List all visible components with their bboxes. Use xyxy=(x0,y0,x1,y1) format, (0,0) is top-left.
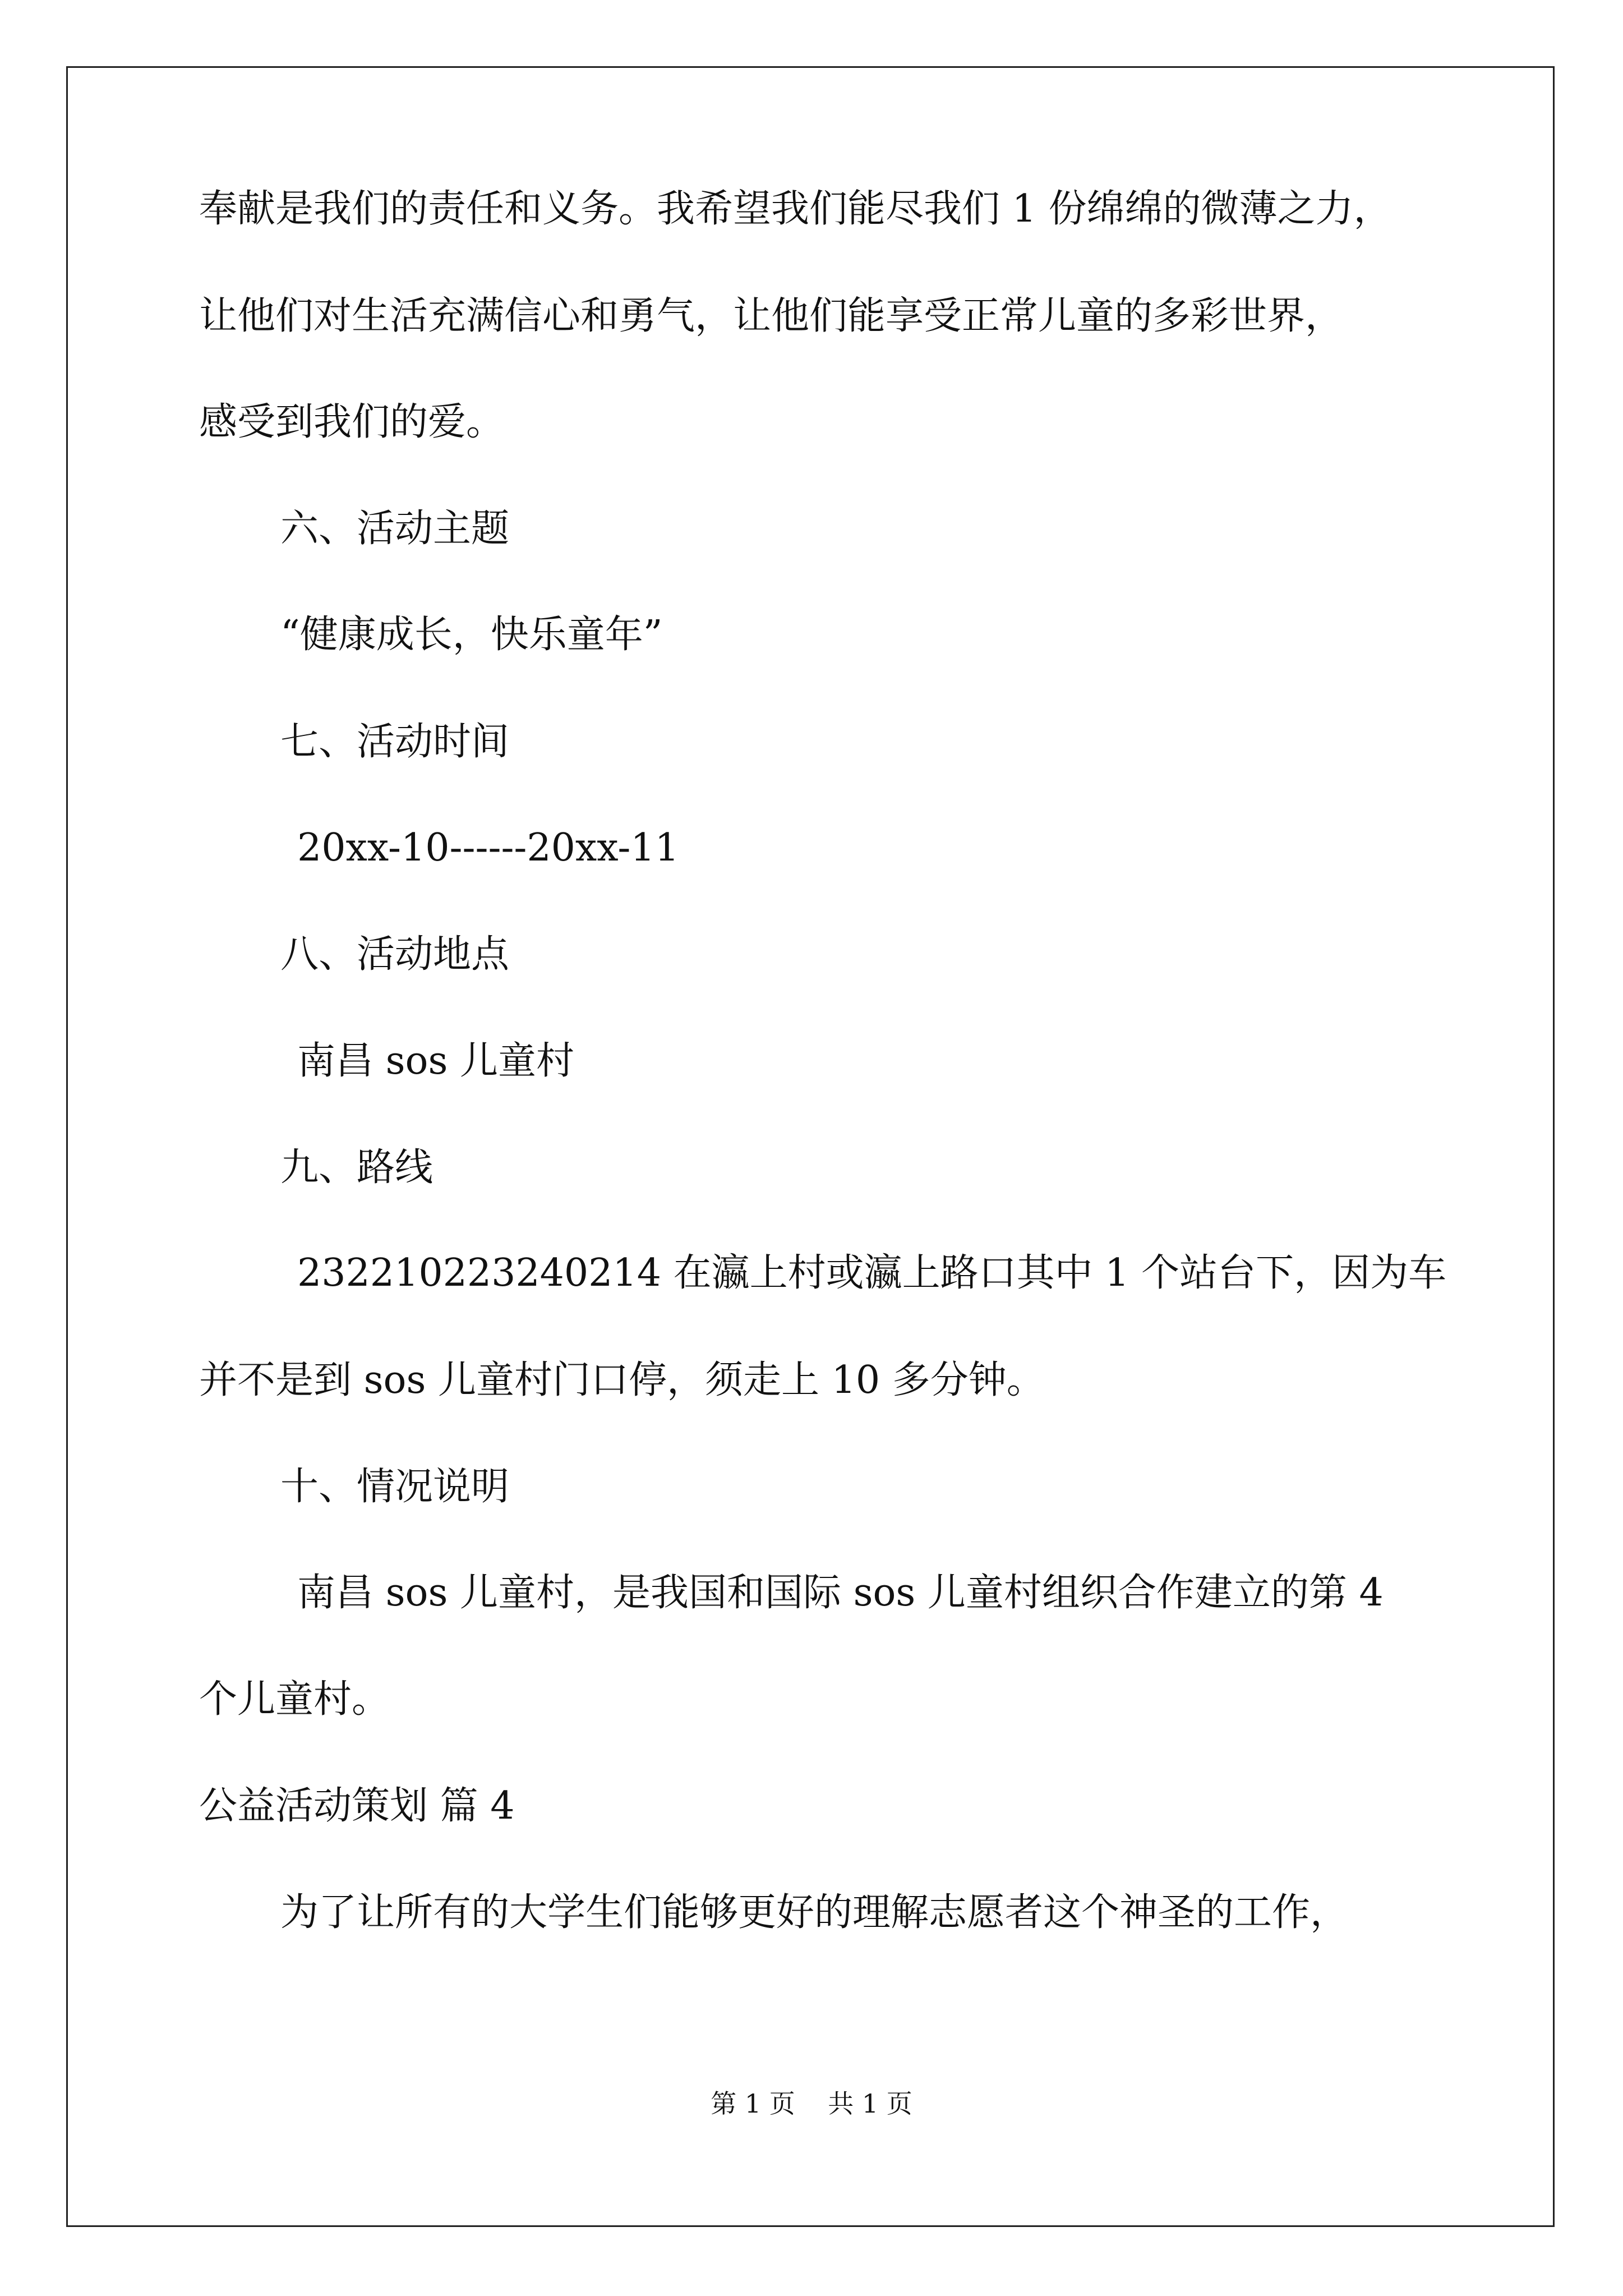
body-text-line: 南昌 sos 儿童村 xyxy=(297,1039,574,1083)
body-text-line: 并不是到 sos 儿童村门口停，须走上 10 多分钟。 xyxy=(199,1358,1045,1402)
body-text-line: 让他们对生活充满信心和勇气，让他们能享受正常儿童的多彩世界， xyxy=(199,294,1344,338)
section-heading: 八、活动地点 xyxy=(280,932,510,977)
section-heading: 十、情况说明 xyxy=(280,1465,510,1509)
page-footer: 第 1 页 共 1 页 xyxy=(711,2088,912,2119)
body-text-line: 感受到我们的爱。 xyxy=(199,400,505,444)
section-heading: 九、路线 xyxy=(280,1145,434,1190)
body-text-line: 个儿童村。 xyxy=(199,1677,390,1722)
section-heading: 七、活动时间 xyxy=(280,720,510,764)
body-text-line: 南昌 sos 儿童村，是我国和国际 sos 儿童村组织合作建立的第 4 xyxy=(297,1571,1384,1615)
body-text-line: 20xx-10------20xx-11 xyxy=(297,826,679,870)
body-text-line: 232210223240214 在瀛上村或瀛上路口其中 1 个站台下，因为车 xyxy=(297,1251,1447,1295)
body-text-line: 奉献是我们的责任和义务。我希望我们能尽我们 1 份绵绵的微薄之力， xyxy=(199,187,1392,231)
article-title: 公益活动策划 篇 4 xyxy=(199,1784,515,1828)
body-text-line: “健康成长，快乐童年” xyxy=(280,613,663,657)
section-heading: 六、活动主题 xyxy=(280,507,510,551)
body-text-line: 为了让所有的大学生们能够更好的理解志愿者这个神圣的工作， xyxy=(280,1890,1349,1935)
